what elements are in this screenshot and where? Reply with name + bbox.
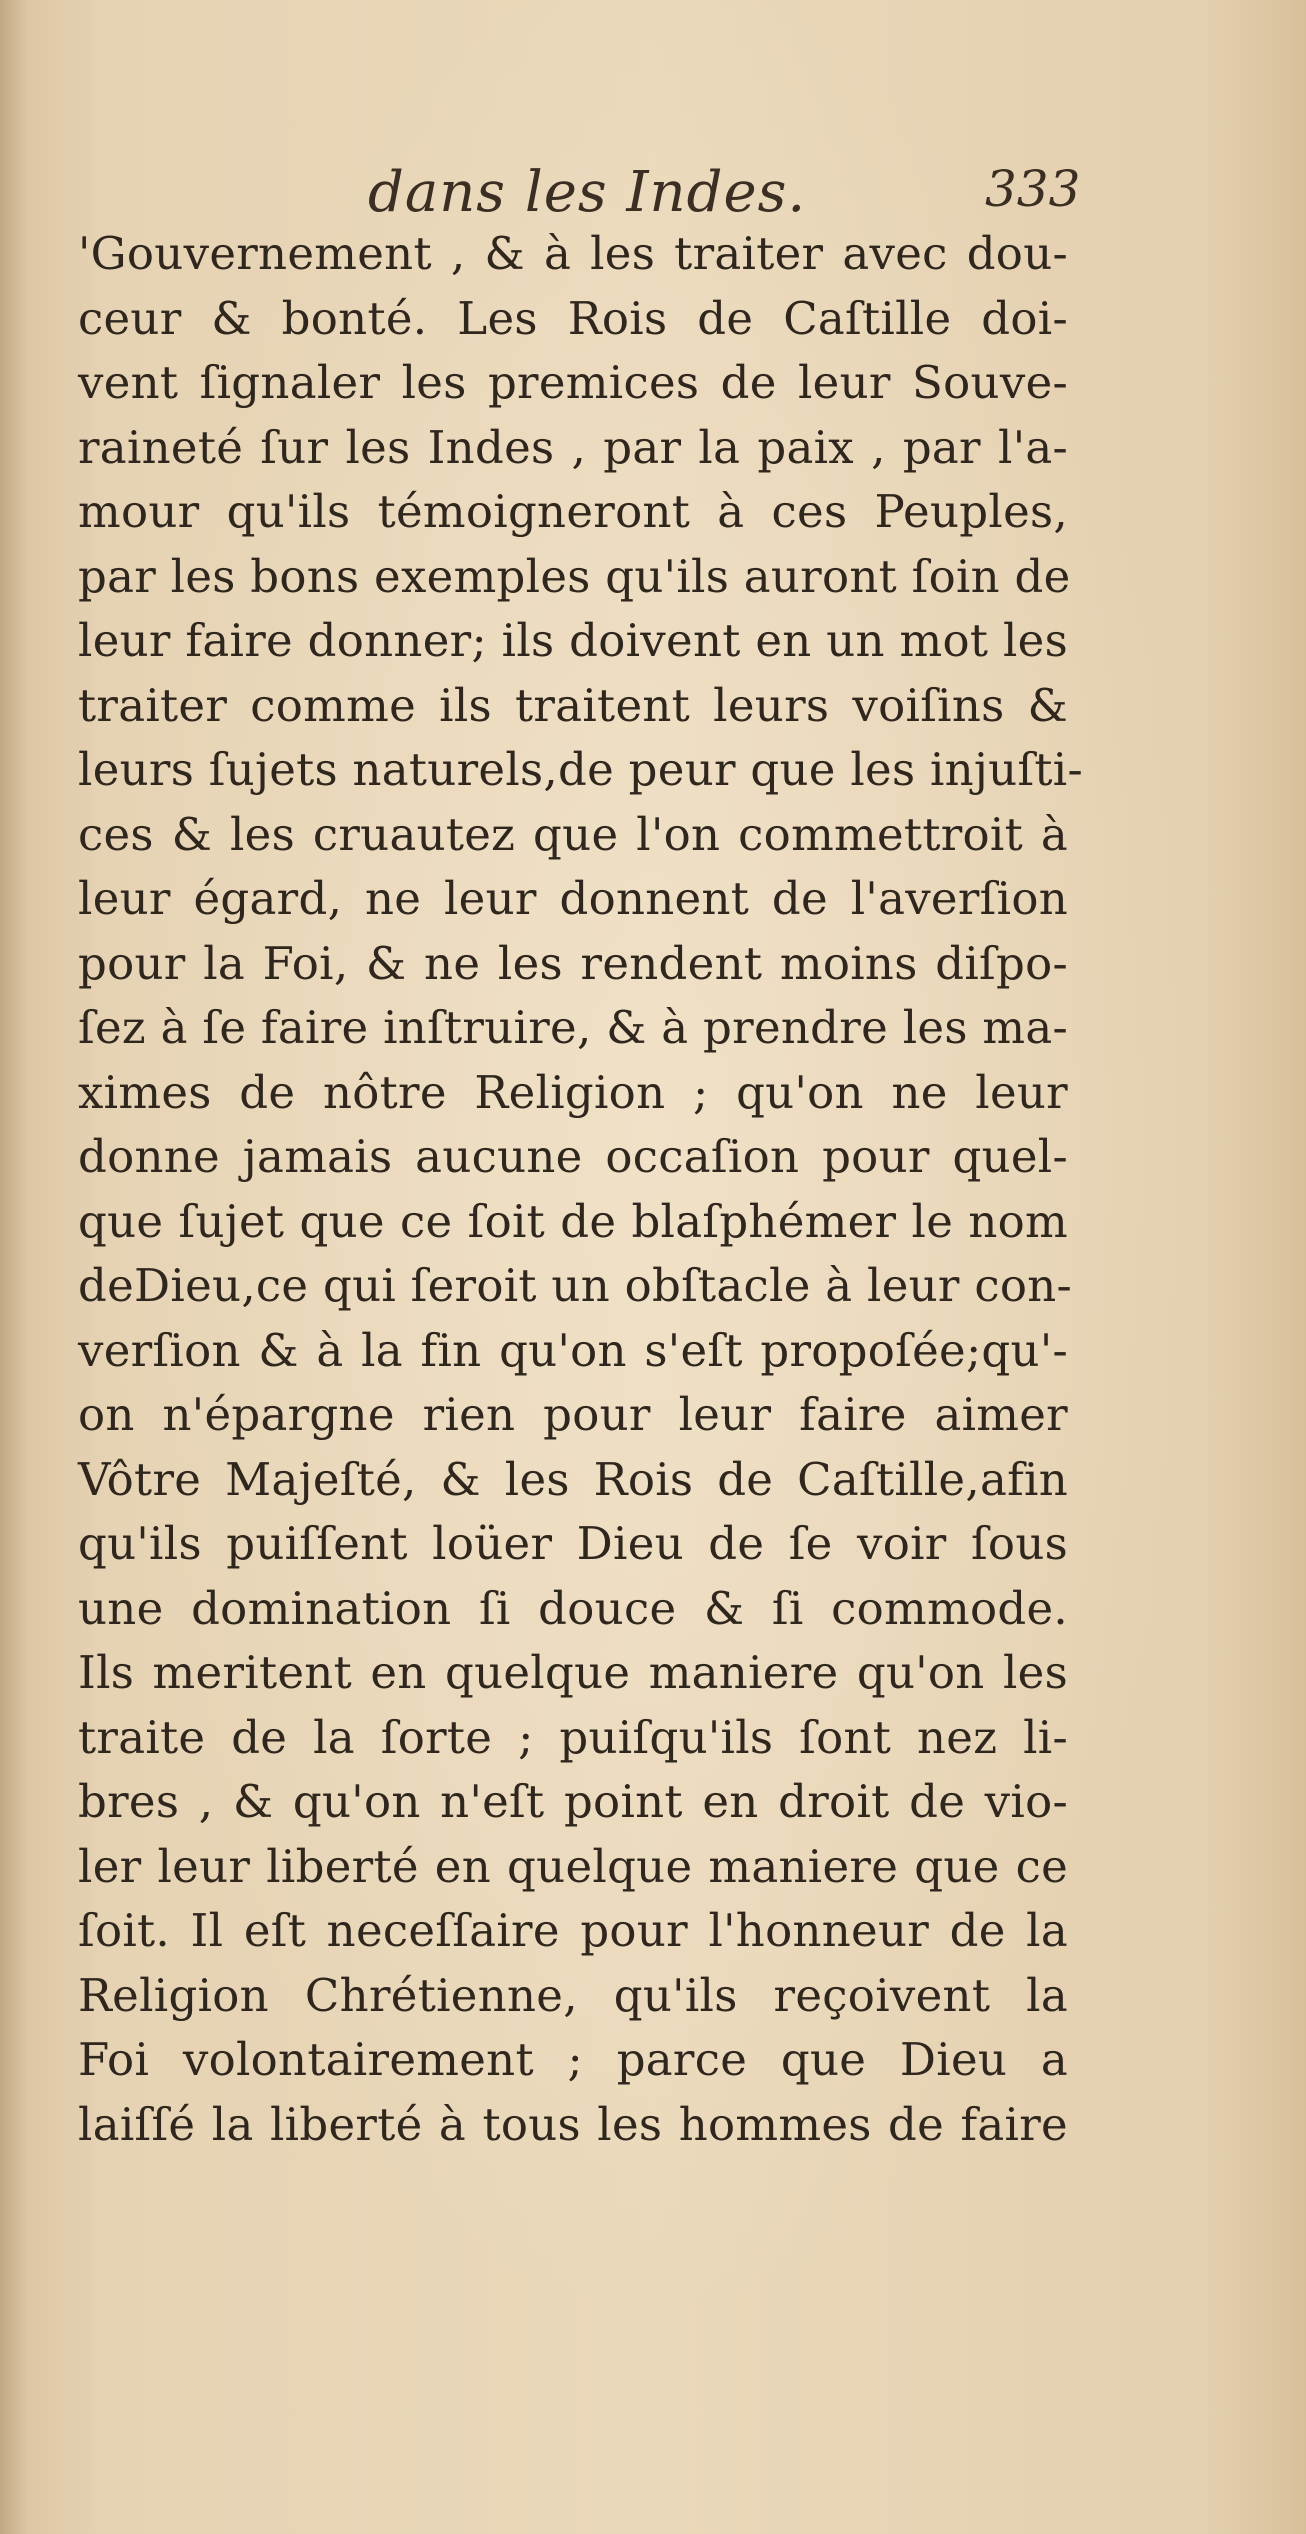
text-line: une domination ſi douce & ſi commode.: [78, 1581, 1068, 1635]
text-line: traite de la ſorte ; puiſqu'ils ſont nez li-: [78, 1710, 1068, 1764]
text-line: ces & les cruautez que l'on commettroit à: [78, 807, 1068, 861]
text-line: leurs ſujets naturels,de peur que les injuſti-: [78, 743, 1083, 796]
body-text: [78, 222, 1083, 2157]
text-line: mour qu'ils témoigneront à ces Peuples,: [78, 485, 1068, 538]
text-line: verſion & à la fin qu'on s'eſt propoſée;qu'-: [78, 1323, 1068, 1377]
text-line: vent ſignaler les premices de leur Souve-: [78, 356, 1068, 409]
text-line: Vôtre Majeſté, & les Rois de Caſtille,afin: [78, 1452, 1068, 1506]
text-line: pour la Foi, & ne les rendent moins diſpo-: [78, 936, 1068, 990]
text-line: Religion Chrétienne, qu'ils reçoivent la: [78, 1968, 1068, 2022]
text-line: on n'épargne rien pour leur faire aimer: [78, 1388, 1068, 1441]
text-line: qu'ils puiſſent loüer Dieu de ſe voir ſous: [78, 1517, 1068, 1570]
page-number: 333: [985, 160, 1081, 218]
text-line: leur faire donner; ils doivent en un mot les: [78, 614, 1068, 667]
text-line: bres , & qu'on n'eſt point en droit de vio-: [78, 1775, 1068, 1828]
text-line: Foi volontairement ; parce que Dieu a: [78, 2033, 1068, 2086]
text-line: donne jamais aucune occaſion pour quel-: [78, 1130, 1068, 1183]
text-line: 'Gouvernement , & à les traiter avec dou-: [78, 227, 1068, 280]
text-line: que ſujet que ce ſoit de blaſphémer le nom: [78, 1194, 1068, 1248]
running-head: [0, 160, 1306, 230]
text-line: leur égard, ne leur donnent de l'averſion: [78, 872, 1068, 925]
text-line: ſez à ſe faire inſtruire, & à prendre les ma-: [78, 1001, 1068, 1054]
text-line: ceur & bonté. Les Rois de Caſtille doi-: [78, 291, 1068, 345]
text-line: ſoit. Il eſt neceſſaire pour l'honneur de la: [78, 1904, 1068, 1957]
text-line: Ils meritent en quelque maniere qu'on les: [78, 1646, 1068, 1699]
text-line: deDieu,ce qui ſeroit un obſtacle à leur con-: [78, 1259, 1073, 1312]
running-title: dans les Indes.: [368, 160, 807, 225]
text-line: ler leur liberté en quelque maniere que ce: [78, 1839, 1068, 1893]
text-line: raineté ſur les Indes , par la paix , par l'a-: [78, 420, 1068, 474]
text-line: traiter comme ils traitent leurs voiſins &: [78, 678, 1068, 732]
text-line: par les bons exemples qu'ils auront ſoin de: [78, 549, 1071, 603]
text-line: ximes de nôtre Religion ; qu'on ne leur: [78, 1065, 1068, 1119]
text-line: laiſſé la liberté à tous les hommes de faire: [78, 2097, 1068, 2151]
